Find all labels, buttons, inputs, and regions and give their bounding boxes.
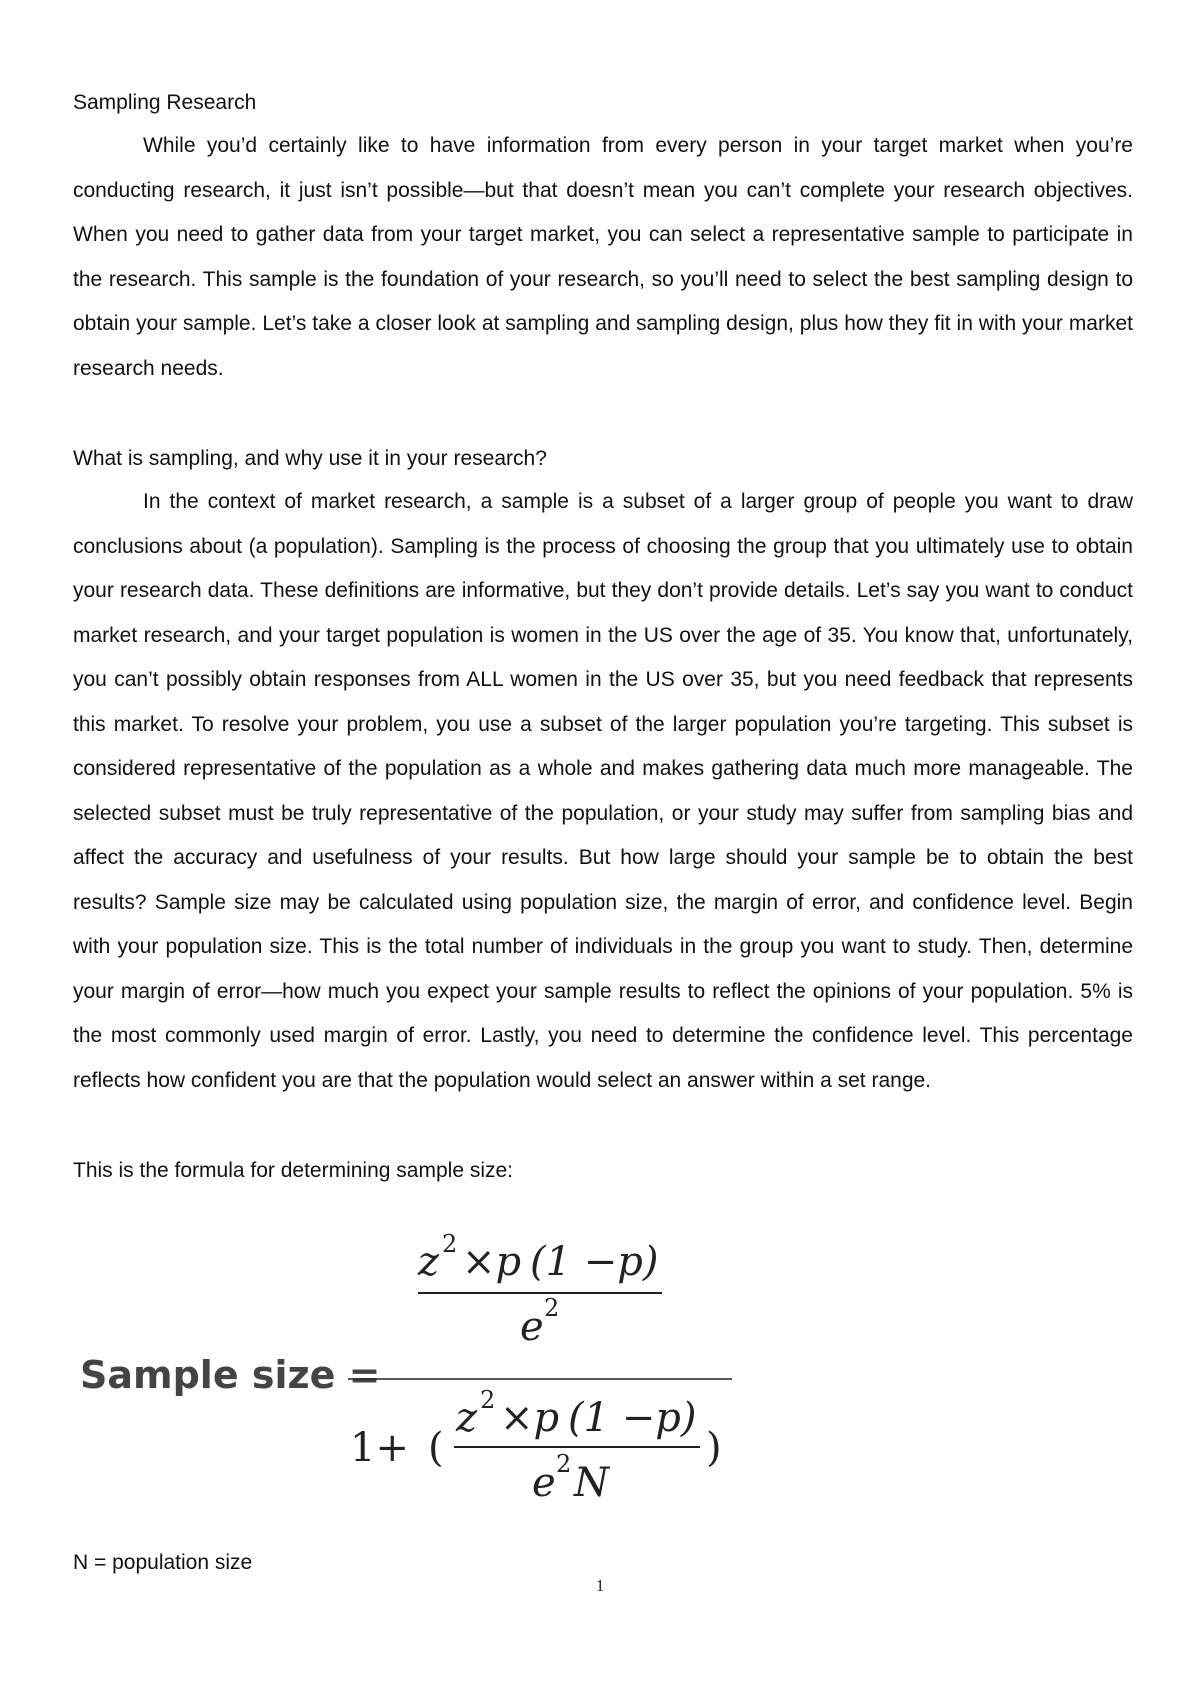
formula-top-e: e	[520, 1304, 544, 1350]
formula-bottom-one-minus-p: (1 −p)	[568, 1395, 697, 1441]
formula-top-one-minus-p: (1 −p)	[530, 1239, 659, 1285]
section-heading-sampling-research: Sampling Research	[73, 91, 257, 114]
formula-label: Sample size =	[80, 1353, 381, 1397]
sampling-paragraph: In the context of market research, a sample is a subset of a larger group of people you want to draw conclusions about (a population). Sampling is the process of choosing the group that you ultimately use to obtain your research data. These definitions are informative, but they don’t provide details. Let’s say you want to conduct market research, and your target population is women in the US over the age of 35. You know that, unfortunately, you can’t possibly obtain responses from ALL women in the US over 35, but you need feedback that represents this market. To resolve your problem, you use a subset of the larger population you’re targeting. This subset is considered representative of the population as a whole and makes gathering data much more manageable. The selected subset must be truly representative of the population, or your study may suffer from sampling bias and affect the accuracy and usefulness of your results. But how large should your sample be to obtain the best results? Sample size may be calculated using population size, the margin of error, and confidence level. Begin with your population size. This is the total number of individuals in the group you want to study. Then, determine your margin of error—how much you expect your sample results to reflect the opinions of your population. 5% is the most commonly used margin of error. Lastly, you need to determine the confidence level. This percentage reflects how confident you are that the population would select an answer within a set range.	[73, 490, 1133, 1092]
section-heading-what-is-sampling: What is sampling, and why use it in your research?	[73, 447, 547, 470]
formula-bottom-e: e	[532, 1460, 556, 1506]
intro-paragraph: While you’d certainly like to have information from every person in your target market when you’re conducting research, it just isn’t possible—but that doesn’t mean you can’t complete your research objectives. When you need to gather data from your target market, you can select a representative sample to participate in the research. This sample is the foundation of your research, so you’ll need to select the best sampling design to obtain your sample. Let’s take a closer look at sampling and sampling design, plus how they fit in with your market research needs.	[73, 134, 1133, 380]
formula-close-paren: )	[706, 1425, 722, 1471]
formula-bottom-N: N	[574, 1460, 609, 1506]
formula-one-plus: 1+	[350, 1425, 409, 1471]
page-number: 1	[595, 1576, 605, 1595]
formula-top-z-exponent: 2	[442, 1230, 458, 1258]
formula-bottom-z-exponent: 2	[480, 1386, 496, 1414]
formula-top-e-exponent: 2	[544, 1294, 560, 1322]
formula-top-z: z	[418, 1239, 440, 1285]
sample-size-formula	[70, 1228, 750, 1518]
population-size-definition: N = population size	[73, 1551, 253, 1574]
formula-intro-text: This is the formula for determining sample size:	[73, 1159, 514, 1182]
formula-bottom-e-exponent: 2	[556, 1450, 572, 1478]
formula-bottom-z: z	[456, 1395, 478, 1441]
formula-top-times-p: ×p	[462, 1239, 522, 1285]
formula-graphic	[70, 1228, 750, 1518]
formula-bottom-times-p: ×p	[500, 1395, 560, 1441]
formula-open-paren: (	[428, 1425, 444, 1471]
